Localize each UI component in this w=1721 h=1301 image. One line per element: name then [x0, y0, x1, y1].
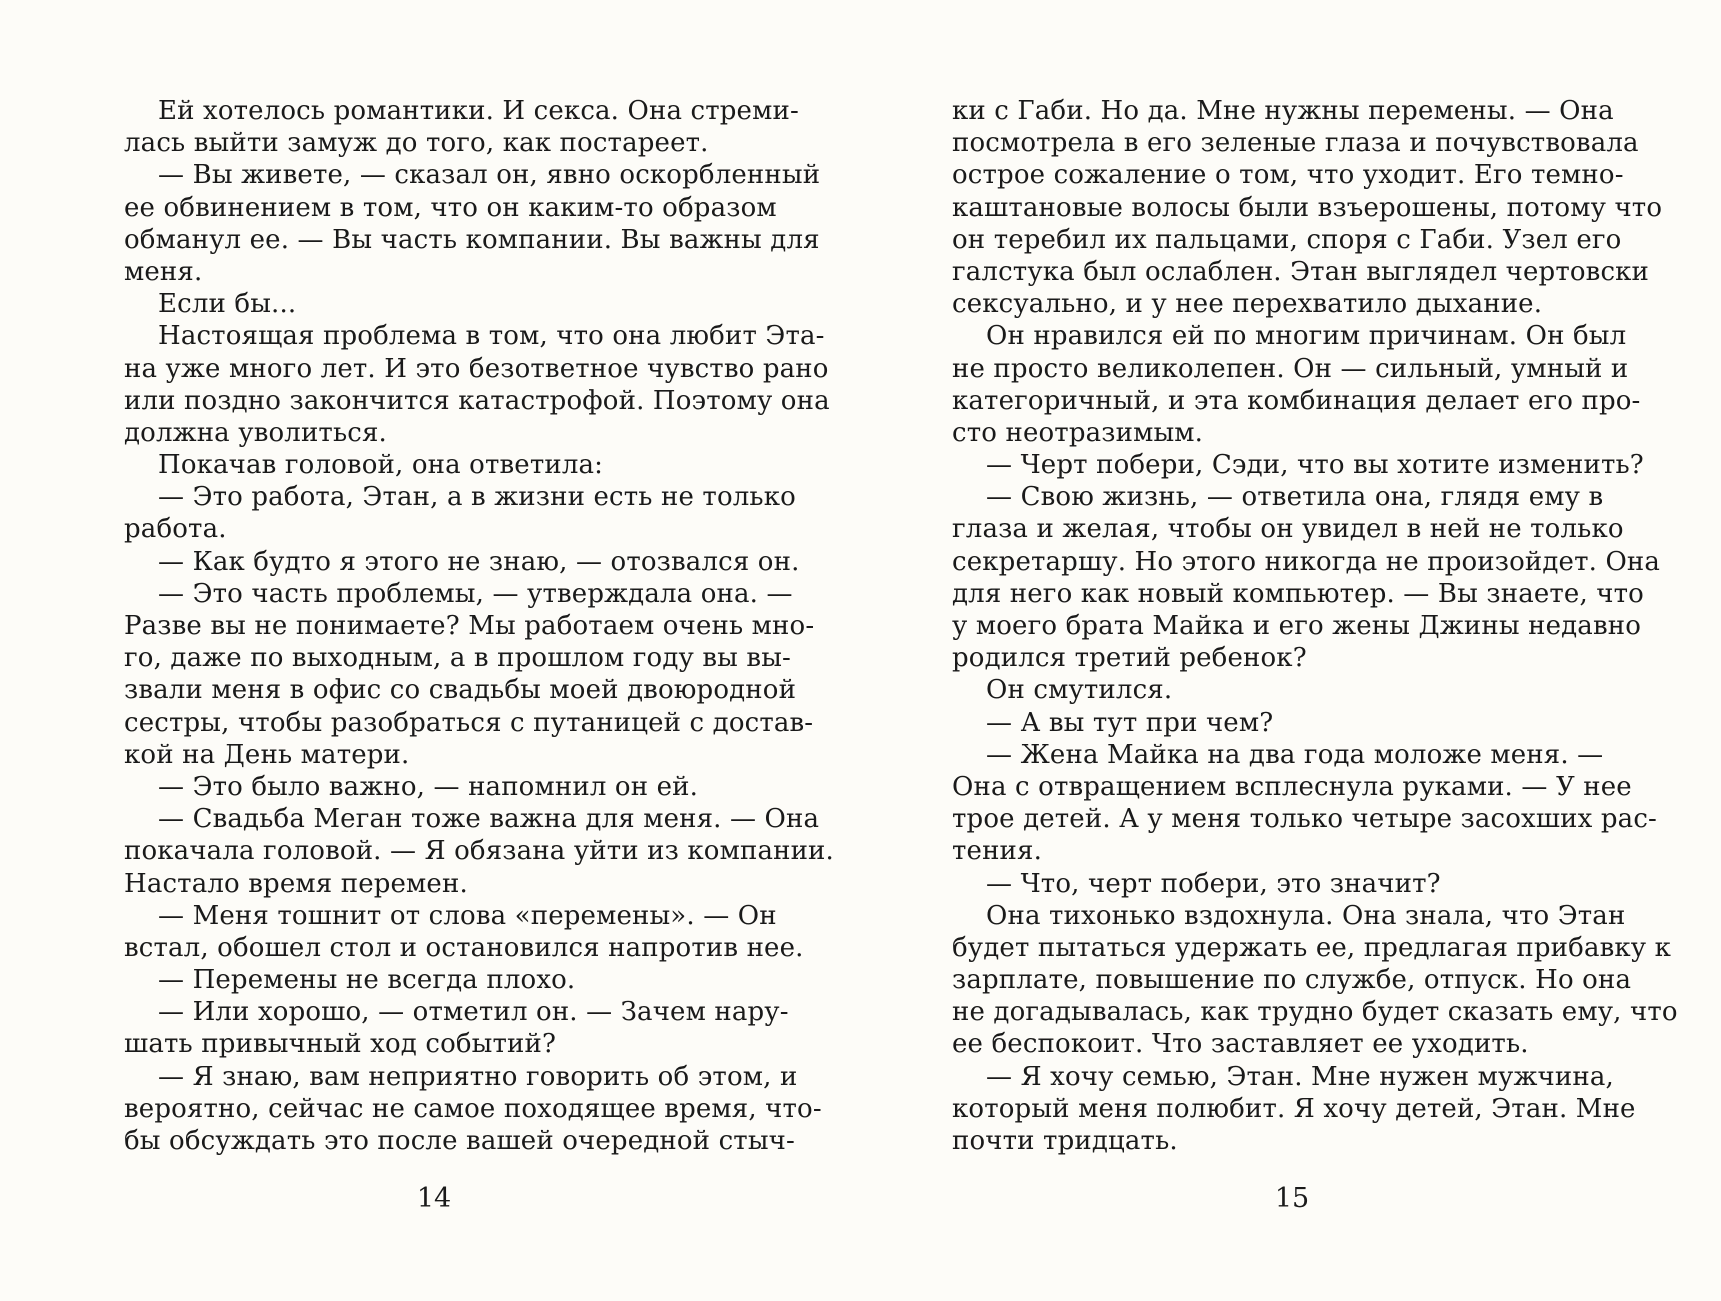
text-line: почти тридцать.: [952, 1126, 1178, 1156]
text-line: сексуально, и у нее перехватило дыхание.: [952, 289, 1543, 320]
text-line: Она с отвращением всплеснула руками. — У нее: [952, 771, 1632, 802]
text-line: или поздно закончится катастрофой. Поэтому она: [124, 385, 830, 416]
text-line: — Свадьба Меган тоже важна для меня. — Она: [158, 804, 820, 835]
text-line: острое сожаление о том, что уходит. Его темно-: [952, 160, 1624, 191]
text-line: го, даже по выходным, а в прошлом году вы вы-: [124, 643, 791, 674]
text-line: — Я хочу семью, Этан. Мне нужен мужчина,: [986, 1061, 1614, 1092]
text-line: посмотрела в его зеленые глаза и почувствовала: [952, 128, 1639, 159]
text-line: звали меня в офис со свадьбы моей двоюродной: [124, 675, 797, 706]
text-line: Покачав головой, она ответила:: [158, 450, 604, 481]
text-line: — Жена Майка на два года моложе меня. —: [986, 739, 1604, 770]
text-line: каштановые волосы были взъерошены, потому что: [952, 192, 1663, 223]
text-line: у моего брата Майка и его жены Джины недавно: [952, 611, 1642, 641]
text-line: ее беспокоит. Что заставляет ее уходить.: [952, 1029, 1529, 1060]
text-line: глаза и желая, чтобы он увидел в ней не только: [952, 514, 1624, 545]
text-line: сестры, чтобы разобраться с путаницей с достав-: [124, 707, 814, 738]
text-line: — Или хорошо, — отметил он. — Зачем нару-: [158, 997, 789, 1028]
text-line: не просто великолепен. Он — сильный, умный и: [952, 353, 1629, 384]
text-line: — Перемены не всегда плохо.: [158, 965, 576, 996]
page-number-left: 14: [416, 1183, 452, 1214]
text-line: не догадывалась, как трудно будет сказать ему, что: [952, 997, 1678, 1028]
text-line: — А вы тут при чем?: [986, 707, 1274, 738]
page-number-right: 15: [1274, 1183, 1310, 1214]
text-line: кой на День матери.: [124, 739, 410, 770]
text-line: зарплате, повышение по службе, отпуск. Но она: [952, 965, 1632, 996]
text-line: — Я знаю, вам неприятно говорить об этом, и: [158, 1061, 798, 1092]
text-line: секретаршу. Но этого никогда не произойдет. Она: [952, 546, 1661, 577]
text-line: шать привычный ход событий?: [124, 1029, 557, 1060]
text-line: встал, обошел стол и остановился напротив нее.: [124, 932, 804, 963]
text-line: Ей хотелось романтики. И секса. Она стреми-: [158, 96, 799, 126]
text-line: — Это было важно, — напомнил он ей.: [158, 771, 699, 802]
text-line: родился третий ребенок?: [952, 643, 1307, 674]
text-line: галстука был ослаблен. Этан выглядел чертовски: [952, 256, 1650, 287]
text-line: — Черт побери, Сэди, что вы хотите изменить?: [986, 450, 1644, 481]
text-line: Она тихонько вздохнула. Она знала, что Этан: [986, 900, 1626, 931]
text-line: Если бы...: [158, 289, 297, 320]
left-page-text: [124, 95, 834, 1157]
text-line: для него как новый компьютер. — Вы знаете, что: [952, 578, 1644, 609]
text-line: тения.: [952, 836, 1042, 867]
text-line: — Свою жизнь, — ответила она, глядя ему в: [986, 482, 1604, 513]
text-line: Настало время перемен.: [124, 868, 468, 899]
text-line: лась выйти замуж до того, как постареет.: [124, 128, 709, 159]
text-line: покачала головой. — Я обязана уйти из компании.: [124, 836, 834, 867]
text-line: бы обсуждать это после вашей очередной стыч-: [124, 1126, 795, 1156]
text-line: — Как будто я этого не знаю, — отозвался он.: [158, 546, 800, 577]
text-line: — Что, черт побери, это значит?: [986, 868, 1441, 899]
text-line: работа.: [124, 514, 227, 545]
text-line: Разве вы не понимаете? Мы работаем очень мно-: [124, 611, 815, 641]
text-line: сто неотразимым.: [952, 417, 1204, 448]
text-line: который меня полюбит. Я хочу детей, Этан. Мне: [952, 1093, 1636, 1124]
text-line: будет пытаться удержать ее, предлагая прибавку к: [952, 932, 1672, 963]
right-page-text: [952, 95, 1678, 1157]
text-line: Он нравился ей по многим причинам. Он был: [986, 321, 1627, 352]
text-line: — Вы живете, — сказал он, явно оскорбленный: [158, 160, 821, 191]
text-line: меня.: [124, 256, 203, 287]
text-line: он теребил их пальцами, споря с Габи. Узел его: [952, 224, 1622, 255]
text-line: — Это часть проблемы, — утверждала она. —: [158, 578, 793, 609]
text-line: Он смутился.: [986, 675, 1173, 706]
text-line: — Это работа, Этан, а в жизни есть не только: [158, 482, 796, 513]
text-line: ее обвинением в том, что он каким-то образом: [124, 192, 777, 223]
text-line: Настоящая проблема в том, что она любит Эта-: [158, 321, 825, 352]
text-line: должна уволиться.: [124, 417, 387, 448]
text-line: категоричный, и эта комбинация делает его про-: [952, 385, 1641, 416]
text-line: вероятно, сейчас не самое походящее время, что-: [124, 1093, 822, 1124]
text-line: обманул ее. — Вы часть компании. Вы важны для: [124, 224, 820, 255]
text-line: — Меня тошнит от слова «перемены». — Он: [158, 900, 777, 931]
text-line: трое детей. А у меня только четыре засохших рас-: [952, 804, 1657, 835]
text-line: ки с Габи. Но да. Мне нужны перемены. — Она: [952, 96, 1614, 126]
text-line: на уже много лет. И это безответное чувство рано: [124, 353, 829, 384]
